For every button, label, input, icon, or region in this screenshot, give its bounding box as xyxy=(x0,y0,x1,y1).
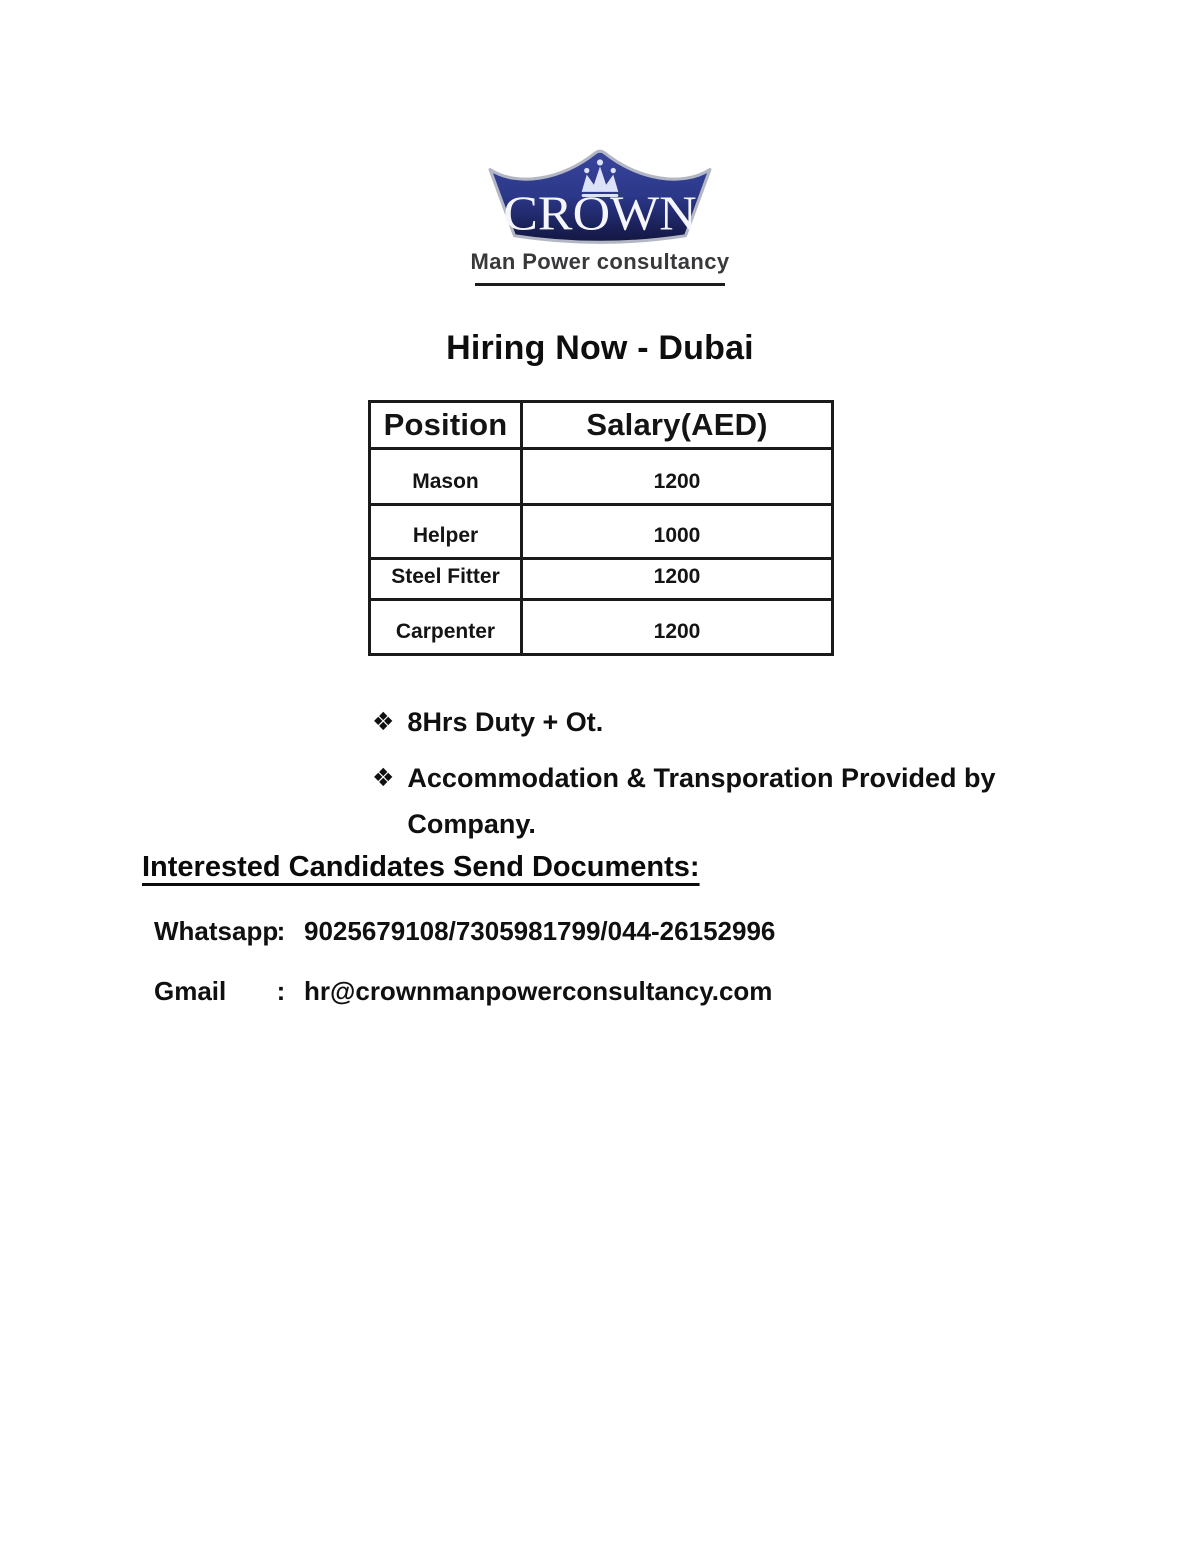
crown-badge-logo xyxy=(488,147,712,244)
contact-row-whatsapp xyxy=(154,916,775,947)
table-row xyxy=(370,559,833,600)
cell-position: Steel Fitter xyxy=(370,559,522,600)
cell-salary: 1200 xyxy=(522,449,833,505)
table-header-row xyxy=(370,402,833,449)
gmail-address: hr@crownmanpowerconsultancy.com xyxy=(304,976,773,1006)
diamond-bullet-icon: ❖ xyxy=(372,707,395,736)
benefits-list xyxy=(372,699,1011,857)
table-row xyxy=(370,505,833,559)
logo-tagline: Man Power consultancy xyxy=(470,249,730,274)
page-title: Hiring Now - Dubai xyxy=(446,328,754,367)
cell-salary: 1000 xyxy=(522,505,833,559)
whatsapp-label: Whatsapp xyxy=(154,916,279,946)
column-header-salary: Salary(AED) xyxy=(522,402,833,449)
diamond-bullet-icon: ❖ xyxy=(372,763,395,792)
table-row xyxy=(370,600,833,655)
salary-table xyxy=(368,400,834,656)
table-row xyxy=(370,449,833,505)
cell-position: Mason xyxy=(370,449,522,505)
separator: : xyxy=(276,916,286,946)
benefit-text: Accommodation & Transporation Provided by Company. xyxy=(407,763,996,839)
cell-position: Carpenter xyxy=(370,600,522,655)
cell-salary: 1200 xyxy=(522,559,833,600)
logo-divider xyxy=(475,283,725,286)
logo-brand-text: CROWN xyxy=(503,185,697,241)
column-header-position: Position xyxy=(370,402,522,449)
contact-heading: Interested Candidates Send Documents: xyxy=(142,851,700,883)
whatsapp-numbers: 9025679108/7305981799/044-26152996 xyxy=(304,916,776,946)
cell-position: Helper xyxy=(370,505,522,559)
logo xyxy=(0,147,1200,286)
benefit-text: 8Hrs Duty + Ot. xyxy=(407,707,604,737)
cell-salary: 1200 xyxy=(522,600,833,655)
separator: : xyxy=(276,976,286,1006)
gmail-label: Gmail xyxy=(154,976,227,1006)
list-item xyxy=(372,755,1011,847)
contact-row-gmail xyxy=(154,976,772,1007)
list-item xyxy=(372,699,1011,745)
